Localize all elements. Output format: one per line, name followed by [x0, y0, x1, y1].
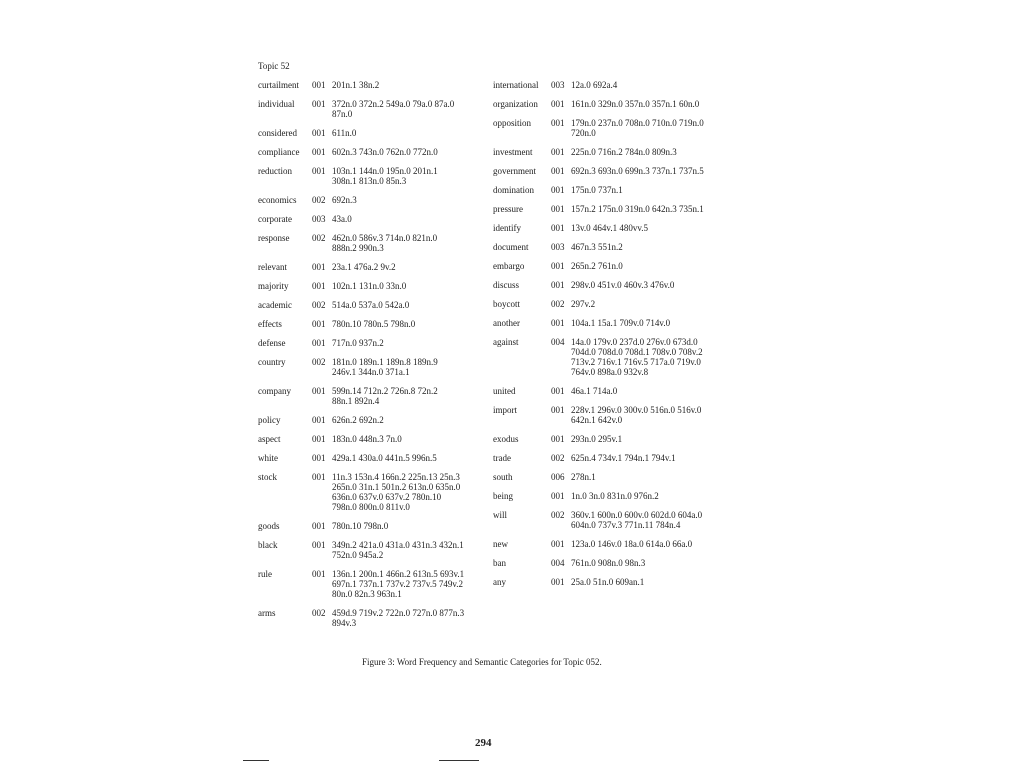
entry-row: [493, 539, 738, 549]
entry-row: [493, 99, 738, 109]
entry-categories: 12a.0 692a.4: [571, 80, 618, 90]
entry-frequency: 003: [312, 214, 326, 224]
entry-categories: 459d.9 719v.2 722n.0 727n.0 877n.3 894v.3: [332, 608, 465, 628]
entry-frequency: 001: [312, 453, 326, 463]
entry-categories: 278n.1: [571, 472, 596, 482]
entry-frequency: 001: [312, 166, 326, 176]
entry-word: considered: [258, 128, 297, 138]
entry-frequency: 001: [551, 386, 565, 396]
entry-categories: 297v.2: [571, 299, 596, 309]
entry-word: goods: [258, 521, 280, 531]
entry-word: rule: [258, 569, 272, 579]
entry-categories: 293n.0 295v.1: [571, 434, 623, 444]
entry-row: [493, 318, 738, 328]
footer-rule: [439, 760, 479, 761]
entry-word: document: [493, 242, 529, 252]
entry-word: against: [493, 337, 519, 347]
entry-row: [258, 521, 493, 531]
entry-row: [493, 577, 738, 587]
entry-row: [493, 386, 738, 396]
entry-categories: 265n.2 761n.0: [571, 261, 623, 271]
entry-row: [258, 147, 493, 157]
entry-word: any: [493, 577, 506, 587]
entry-row: [493, 434, 738, 444]
entry-categories: 514a.0 537a.0 542a.0: [332, 300, 410, 310]
entry-categories: 298v.0 451v.0 460v.3 476v.0: [571, 280, 675, 290]
entry-word: black: [258, 540, 278, 550]
entry-frequency: 001: [551, 99, 565, 109]
entry-row: [493, 405, 738, 425]
entry-frequency: 001: [551, 118, 565, 128]
entry-row: [258, 569, 493, 599]
entry-categories: 360v.1 600n.0 600v.0 602d.0 604a.0 604n.0 737v.3 771n.11 784n.4: [571, 510, 703, 530]
entry-word: new: [493, 539, 508, 549]
entry-row: [258, 233, 493, 253]
entry-row: [493, 242, 738, 252]
entry-row: [258, 386, 493, 406]
entry-categories: 780n.10 780n.5 798n.0: [332, 319, 416, 329]
footer-rule: [243, 760, 269, 761]
entry-word: compliance: [258, 147, 300, 157]
entry-word: reduction: [258, 166, 292, 176]
entry-frequency: 001: [551, 318, 565, 328]
entry-frequency: 003: [551, 242, 565, 252]
entry-row: [493, 491, 738, 501]
entry-row: [258, 214, 493, 224]
entry-frequency: 002: [312, 233, 326, 243]
entry-row: [493, 147, 738, 157]
entry-categories: 157n.2 175n.0 319n.0 642n.3 735n.1: [571, 204, 704, 214]
entry-categories: 349n.2 421a.0 431a.0 431n.3 432n.1 752n.0 945a.2: [332, 540, 464, 560]
entry-word: being: [493, 491, 513, 501]
entry-word: response: [258, 233, 290, 243]
entry-frequency: 001: [551, 577, 565, 587]
entry-word: discuss: [493, 280, 520, 290]
entry-frequency: 004: [551, 558, 565, 568]
entry-row: [258, 434, 493, 444]
entry-frequency: 004: [551, 337, 565, 347]
entry-frequency: 002: [551, 299, 565, 309]
entry-word: identify: [493, 223, 521, 233]
entry-frequency: 001: [312, 281, 326, 291]
entry-categories: 11n.3 153n.4 166n.2 225n.13 25n.3 265n.0 31n.1 501n.2 613n.0 635n.0 636n.0 637v.0 637v.2 780n.10 798n.0 800n.0 811v.0: [332, 472, 461, 512]
entry-categories: 625n.4 734v.1 794n.1 794v.1: [571, 453, 676, 463]
entry-word: corporate: [258, 214, 292, 224]
entry-categories: 102n.1 131n.0 33n.0: [332, 281, 407, 291]
entry-frequency: 001: [312, 434, 326, 444]
entry-categories: 467n.3 551n.2: [571, 242, 623, 252]
entry-row: [258, 319, 493, 329]
entry-categories: 179n.0 237n.0 708n.0 710n.0 719n.0 720n.0: [571, 118, 704, 138]
entry-word: another: [493, 318, 520, 328]
entry-frequency: 001: [312, 415, 326, 425]
entry-word: domination: [493, 185, 534, 195]
entry-categories: 602n.3 743n.0 762n.0 772n.0: [332, 147, 438, 157]
entry-word: country: [258, 357, 286, 367]
entry-word: individual: [258, 99, 295, 109]
entry-row: [258, 262, 493, 272]
entry-row: [258, 453, 493, 463]
entry-row: [258, 80, 493, 90]
entry-categories: 25a.0 51n.0 609an.1: [571, 577, 645, 587]
entry-frequency: 001: [312, 262, 326, 272]
entry-row: [258, 540, 493, 560]
entry-frequency: 001: [312, 386, 326, 396]
entry-row: [258, 128, 493, 138]
entry-row: [493, 472, 738, 482]
entry-categories: 225n.0 716n.2 784n.0 809n.3: [571, 147, 677, 157]
entry-frequency: 001: [312, 147, 326, 157]
entry-frequency: 001: [312, 99, 326, 109]
entry-frequency: 001: [312, 80, 326, 90]
entry-word: organization: [493, 99, 538, 109]
entry-word: ban: [493, 558, 506, 568]
entry-word: investment: [493, 147, 533, 157]
entry-row: [258, 195, 493, 205]
entry-frequency: 001: [551, 280, 565, 290]
entry-word: south: [493, 472, 513, 482]
entry-word: majority: [258, 281, 289, 291]
entry-categories: 692n.3 693n.0 699n.3 737n.1 737n.5: [571, 166, 704, 176]
entry-row: [493, 166, 738, 176]
entry-categories: 429a.1 430a.0 441n.5 996n.5: [332, 453, 437, 463]
entry-row: [258, 338, 493, 348]
entry-row: [258, 99, 493, 119]
entry-word: trade: [493, 453, 511, 463]
entry-categories: 14a.0 179v.0 237d.0 276v.0 673d.0 704d.0 708d.0 708d.1 708v.0 708v.2 713v.2 716v.1 716v.5 717a.0 719v.0 764v.0 898a.0 932v.8: [571, 337, 703, 377]
entry-word: effects: [258, 319, 282, 329]
entry-row: [258, 472, 493, 512]
entry-word: exodus: [493, 434, 519, 444]
entry-categories: 136n.1 200n.1 466n.2 613n.5 693v.1 697n.1 737n.1 737v.2 737v.5 749v.2 80n.0 82n.3 963n.1: [332, 569, 465, 599]
entry-categories: 103n.1 144n.0 195n.0 201n.1 308n.1 813n.0 85n.3: [332, 166, 438, 186]
entry-row: [493, 299, 738, 309]
entry-word: opposition: [493, 118, 532, 128]
entry-frequency: 002: [312, 608, 326, 618]
left-column: [258, 80, 493, 637]
entry-frequency: 001: [551, 166, 565, 176]
entry-row: [493, 80, 738, 90]
entry-frequency: 002: [551, 510, 565, 520]
entry-categories: 46a.1 714a.0: [571, 386, 618, 396]
entry-categories: 692n.3: [332, 195, 357, 205]
entry-row: [493, 185, 738, 195]
entry-categories: 626n.2 692n.2: [332, 415, 384, 425]
document-page: [258, 57, 738, 757]
entry-frequency: 001: [312, 338, 326, 348]
entry-frequency: 001: [312, 521, 326, 531]
entry-categories: 43a.0: [332, 214, 352, 224]
entry-word: international: [493, 80, 539, 90]
entry-frequency: 001: [551, 204, 565, 214]
entry-categories: 372n.0 372n.2 549a.0 79a.0 87a.0 87n.0: [332, 99, 455, 119]
entry-row: [493, 510, 738, 530]
entry-row: [493, 558, 738, 568]
entry-frequency: 001: [312, 319, 326, 329]
entry-frequency: 001: [312, 569, 326, 579]
entry-row: [258, 415, 493, 425]
entry-word: company: [258, 386, 291, 396]
entry-frequency: 002: [312, 300, 326, 310]
entry-word: united: [493, 386, 516, 396]
entry-frequency: 001: [551, 434, 565, 444]
entry-word: import: [493, 405, 517, 415]
entry-row: [493, 223, 738, 233]
entry-categories: 1n.0 3n.0 831n.0 976n.2: [571, 491, 659, 501]
entry-frequency: 001: [312, 540, 326, 550]
entry-frequency: 001: [312, 128, 326, 138]
entry-categories: 161n.0 329n.0 357n.0 357n.1 60n.0: [571, 99, 700, 109]
entry-word: policy: [258, 415, 281, 425]
entry-frequency: 001: [551, 185, 565, 195]
entry-row: [493, 280, 738, 290]
entry-word: curtailment: [258, 80, 299, 90]
entry-frequency: 003: [551, 80, 565, 90]
entry-word: embargo: [493, 261, 525, 271]
entry-row: [493, 337, 738, 377]
entry-categories: 228v.1 296v.0 300v.0 516n.0 516v.0 642n.1 642v.0: [571, 405, 702, 425]
entry-row: [258, 281, 493, 291]
entry-frequency: 006: [551, 472, 565, 482]
entry-frequency: 001: [551, 491, 565, 501]
entry-categories: 717n.0 937n.2: [332, 338, 384, 348]
entry-categories: 175n.0 737n.1: [571, 185, 623, 195]
entry-row: [258, 608, 493, 628]
entry-categories: 181n.0 189n.1 189n.8 189n.9 246v.1 344n.0 371a.1: [332, 357, 438, 377]
entry-frequency: 001: [551, 261, 565, 271]
entry-categories: 611n.0: [332, 128, 357, 138]
topic-title: Topic 52: [258, 61, 290, 71]
entry-row: [493, 261, 738, 271]
entry-word: aspect: [258, 434, 281, 444]
entry-frequency: 002: [551, 453, 565, 463]
entry-word: will: [493, 510, 508, 520]
entry-row: [493, 118, 738, 138]
entry-categories: 761n.0 908n.0 98n.3: [571, 558, 646, 568]
entry-categories: 201n.1 38n.2: [332, 80, 380, 90]
entry-word: arms: [258, 608, 276, 618]
entry-word: defense: [258, 338, 286, 348]
entry-row: [493, 453, 738, 463]
entry-word: white: [258, 453, 278, 463]
entry-categories: 13v.0 464v.1 480vv.5: [571, 223, 648, 233]
entry-word: boycott: [493, 299, 520, 309]
entry-row: [258, 166, 493, 186]
entry-frequency: 001: [551, 539, 565, 549]
entry-categories: 462n.0 586v.3 714n.0 821n.0 888n.2 990n.3: [332, 233, 438, 253]
entry-frequency: 001: [312, 472, 326, 482]
entry-categories: 183n.0 448n.3 7n.0: [332, 434, 402, 444]
entry-categories: 599n.14 712n.2 726n.8 72n.2 88n.1 892n.4: [332, 386, 438, 406]
right-column: [493, 80, 738, 596]
entry-word: stock: [258, 472, 277, 482]
entry-frequency: 002: [312, 357, 326, 367]
entry-categories: 23a.1 476a.2 9v.2: [332, 262, 396, 272]
entry-word: pressure: [493, 204, 523, 214]
figure-caption: Figure 3: Word Frequency and Semantic Categories for Topic 052.: [362, 657, 602, 667]
page-number: 294: [475, 737, 492, 749]
entry-word: government: [493, 166, 536, 176]
entry-row: [493, 204, 738, 214]
entry-categories: 104a.1 15a.1 709v.0 714v.0: [571, 318, 671, 328]
entry-row: [258, 300, 493, 310]
entry-word: relevant: [258, 262, 287, 272]
entry-word: economics: [258, 195, 297, 205]
entry-categories: 123a.0 146v.0 18a.0 614a.0 66a.0: [571, 539, 693, 549]
entry-row: [258, 357, 493, 377]
entry-frequency: 001: [551, 405, 565, 415]
entry-categories: 780n.10 798n.0: [332, 521, 389, 531]
entry-frequency: 001: [551, 147, 565, 157]
entry-word: academic: [258, 300, 292, 310]
entry-frequency: 001: [551, 223, 565, 233]
entry-frequency: 002: [312, 195, 326, 205]
